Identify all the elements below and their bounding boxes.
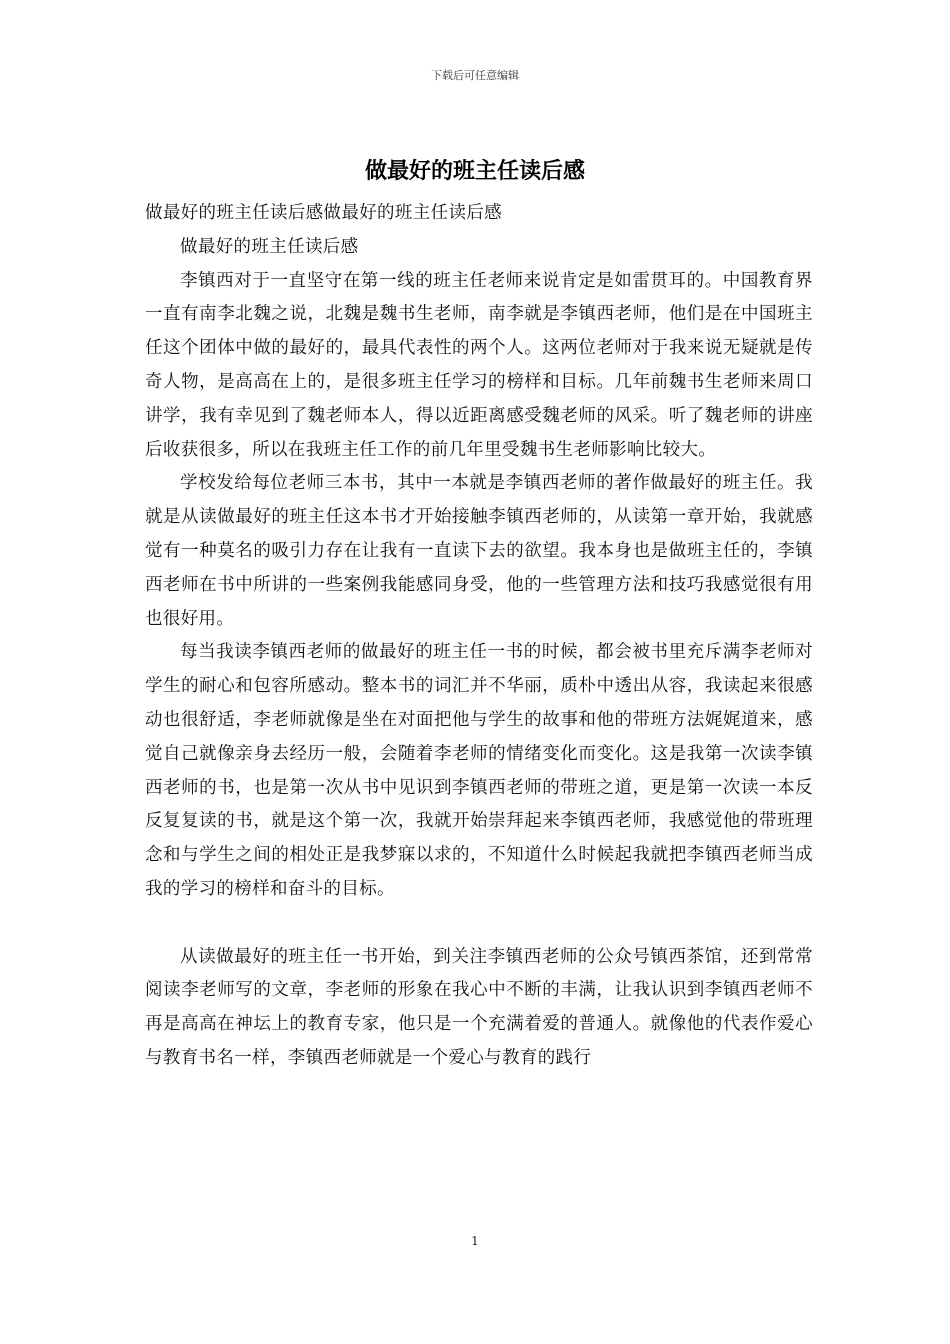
- paragraph-intro: 李镇西对于一直坚守在第一线的班主任老师来说肯定是如雷贯耳的。中国教育界一直有南李北魏之说，北魏是魏书生老师，南李就是李镇西老师，他们是在中国班主任这个团体中做的最好的，最具代表性的两个人。这两位老师对于我来说无疑就是传奇人物，是高高在上的，是很多班主任学习的榜样和目标。几年前魏书生老师来周口讲学，我有幸见到了魏老师本人，得以近距离感受魏老师的风采。听了魏老师的讲座后收获很多，所以在我班主任工作的前几年里受魏书生老师影响比较大。: [145, 270, 813, 460]
- page-number: 1: [471, 1234, 479, 1248]
- paragraph-spacer: [145, 907, 813, 941]
- paragraph-reading-feelings: 每当我读李镇西老师的做最好的班主任一书的时候，都会被书里充斥满李老师对学生的耐心和包容所感动。整本书的词汇并不华丽，质朴中透出从容，我读起来很感动也很舒适，李老师就像是坐在对面把他与学生的故事和他的带班方法娓娓道来，感觉自己就像亲身去经历一般，会随着李老师的情绪变化而变化。这是我第一次读李镇西老师的书，也是第一次从书中见识到李镇西老师的带班之道，更是第一次读一本反反复复读的书，就是这个第一次，我就开始崇拜起来李镇西老师，我感觉他的带班理念和与学生之间的相处正是我梦寐以求的，不知道什么时候起我就把李镇西老师当成我的学习的榜样和奋斗的目标。: [145, 642, 813, 899]
- paragraph-subtitle: 做最好的班主任读后感: [180, 236, 359, 257]
- paragraph-follow-up: 从读做最好的班主任一书开始，到关注李镇西老师的公众号镇西茶馆，还到常常阅读李老师写的文章，李老师的形象在我心中不断的丰满，让我认识到李镇西老师不再是高高在神坛上的教育专家，他只是一个充满着爱的普通人。就像他的代表作爱心与教育书名一样，李镇西老师就是一个爱心与教育的践行: [145, 946, 813, 1068]
- document-body: [145, 197, 813, 1076]
- header-note: 下载后可任意编辑: [431, 69, 519, 82]
- paragraph-book-given: 学校发给每位老师三本书，其中一本就是李镇西老师的著作做最好的班主任。我就是从读做最好的班主任这本书才开始接触李镇西老师的，从读第一章开始，我就感觉有一种莫名的吸引力存在让我有一直读下去的欲望。我本身也是做班主任的，李镇西老师在书中所讲的一些案例我能感同身受，他的一些管理方法和技巧我感觉很有用也很好用。: [145, 473, 813, 629]
- paragraph-subtitle-repeat: 做最好的班主任读后感做最好的班主任读后感: [145, 203, 502, 223]
- document-title: 做最好的班主任读后感: [364, 158, 585, 184]
